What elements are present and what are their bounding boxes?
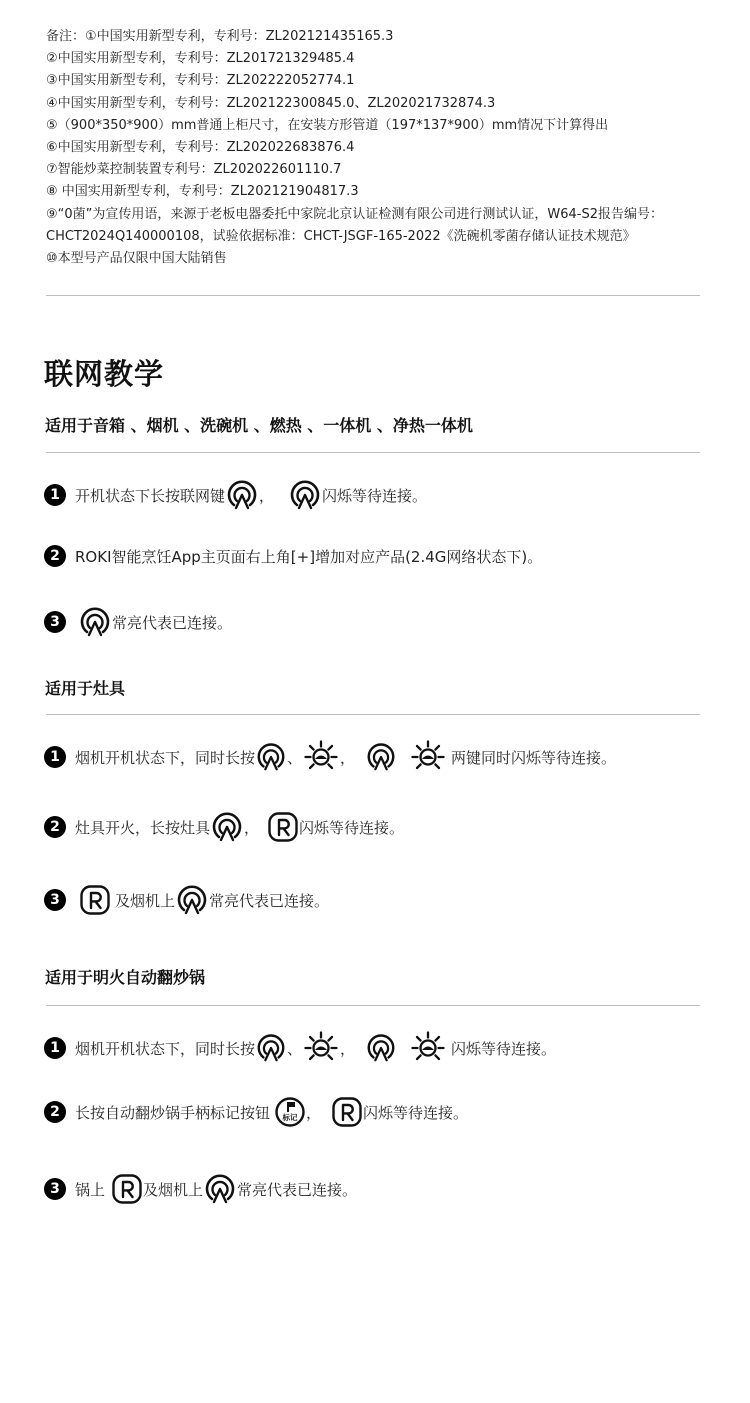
section-subtitle: 适用于灶具 — [45, 679, 126, 698]
wifi-link-icon — [175, 883, 209, 917]
step-text: 长按自动翻炒锅手柄标记按钮 — [75, 1103, 271, 1122]
step-text: 开机状态下长按联网键 — [75, 486, 226, 505]
step-3 — [44, 883, 329, 917]
divider — [46, 452, 700, 453]
wifi-link-icon — [255, 1032, 287, 1064]
step-1 — [44, 1029, 556, 1067]
mark-button-icon — [274, 1096, 306, 1128]
step-2 — [44, 810, 404, 844]
step-text: 灶具开火，长按灶具 — [75, 818, 211, 837]
step-number: 1 — [44, 484, 66, 506]
step-1 — [44, 478, 427, 512]
note-line: CHCT2024Q140000108，试验依据标准：CHCT-JSGF-165-2022《洗碗机零菌存储认证技术规范》 — [46, 228, 636, 244]
step-text: ROKI智能烹饪App主页面右上角[+]增加对应产品(2.4G网络状态下)。 — [75, 547, 543, 566]
step-number: 1 — [44, 1037, 66, 1059]
step-text: 闪烁等待连接。 — [322, 486, 428, 505]
roki-r-icon — [111, 1173, 143, 1205]
step-text: 常亮代表已连接。 — [209, 891, 330, 910]
note-line: ②中国实用新型专利，专利号：ZL201721329485.4 — [46, 51, 355, 67]
step-text: 烟机开机状态下，同时长按 — [75, 748, 256, 767]
page-title: 联网教学 — [44, 357, 165, 391]
divider — [46, 1005, 700, 1006]
step-3 — [44, 605, 232, 639]
wifi-link-icon — [365, 741, 397, 773]
roki-r-icon — [331, 1096, 363, 1128]
step-text: 及烟机上 — [143, 1180, 204, 1199]
note-line: ③中国实用新型专利，专利号：ZL202222052774.1 — [46, 73, 355, 89]
step-text: ， — [340, 748, 356, 767]
light-sun-icon — [302, 738, 340, 776]
step-text: ， — [306, 1103, 322, 1122]
step-text: ， — [340, 1039, 356, 1058]
note-line: ④中国实用新型专利，专利号：ZL202122300845.0、ZL202021732874.3 — [46, 95, 496, 111]
step-number: 3 — [44, 889, 66, 911]
step-text: 、 — [287, 1039, 303, 1058]
patent-notes — [46, 26, 726, 270]
step-text: 常亮代表已连接。 — [112, 613, 233, 632]
light-sun-icon — [409, 1029, 447, 1067]
note-line: ⑨“0菌”为宣传用语，来源于老板电器委托中家院北京认证检测有限公司进行测试认证，W64-S2报告编号： — [46, 206, 664, 222]
note-line: 备注：①中国实用新型专利，专利号：ZL202121435165.3 — [46, 29, 394, 44]
step-number: 3 — [44, 611, 66, 633]
note-line: ⑤（900*350*900）mm普通上柜尺寸，在安装方形管道（197*137*900）mm情况下计算得出 — [46, 117, 609, 133]
step-number: 1 — [44, 746, 66, 768]
step-text: 两键同时闪烁等待连接。 — [451, 748, 617, 767]
step-text: ， — [244, 818, 260, 837]
step-number: 3 — [44, 1178, 66, 1200]
step-text: 闪烁等待连接。 — [363, 1103, 469, 1122]
wifi-link-icon — [78, 605, 112, 639]
step-text: 、 — [287, 748, 303, 767]
step-2 — [44, 1096, 468, 1128]
section-subtitle: 适用于音箱 、烟机 、洗碗机 、燃热 、一体机 、净热一体机 — [45, 416, 473, 435]
mark-button-label: 标记 — [282, 1113, 298, 1122]
step-number: 2 — [44, 1101, 66, 1123]
step-number: 2 — [44, 545, 66, 567]
wifi-link-icon — [365, 1032, 397, 1064]
roki-r-icon — [79, 884, 111, 916]
step-2 — [44, 545, 542, 567]
note-line: ⑦智能炒菜控制装置专利号：ZL202022601110.7 — [46, 162, 342, 178]
step-text: ， — [259, 486, 275, 505]
step-text: 闪烁等待连接。 — [299, 818, 405, 837]
roki-r-icon — [267, 811, 299, 843]
light-sun-icon — [409, 738, 447, 776]
step-text: 常亮代表已连接。 — [237, 1180, 358, 1199]
wifi-link-icon — [255, 741, 287, 773]
step-1 — [44, 738, 616, 776]
step-text: 及烟机上 — [115, 891, 176, 910]
step-number: 2 — [44, 816, 66, 838]
divider — [46, 714, 700, 715]
step-text: 烟机开机状态下，同时长按 — [75, 1039, 256, 1058]
wifi-link-icon — [288, 478, 322, 512]
wifi-link-icon — [210, 810, 244, 844]
wifi-link-icon — [225, 478, 259, 512]
wifi-link-icon — [203, 1172, 237, 1206]
step-text: 闪烁等待连接。 — [451, 1039, 557, 1058]
divider — [46, 295, 700, 296]
step-3 — [44, 1172, 357, 1206]
section-subtitle: 适用于明火自动翻炒锅 — [45, 968, 206, 987]
note-line: ⑩本型号产品仅限中国大陆销售 — [46, 251, 227, 267]
note-line: ⑧ 中国实用新型专利，专利号：ZL202121904817.3 — [46, 184, 359, 200]
note-line: ⑥中国实用新型专利，专利号：ZL202022683876.4 — [46, 140, 355, 156]
light-sun-icon — [302, 1029, 340, 1067]
step-text: 锅上 — [75, 1180, 106, 1199]
